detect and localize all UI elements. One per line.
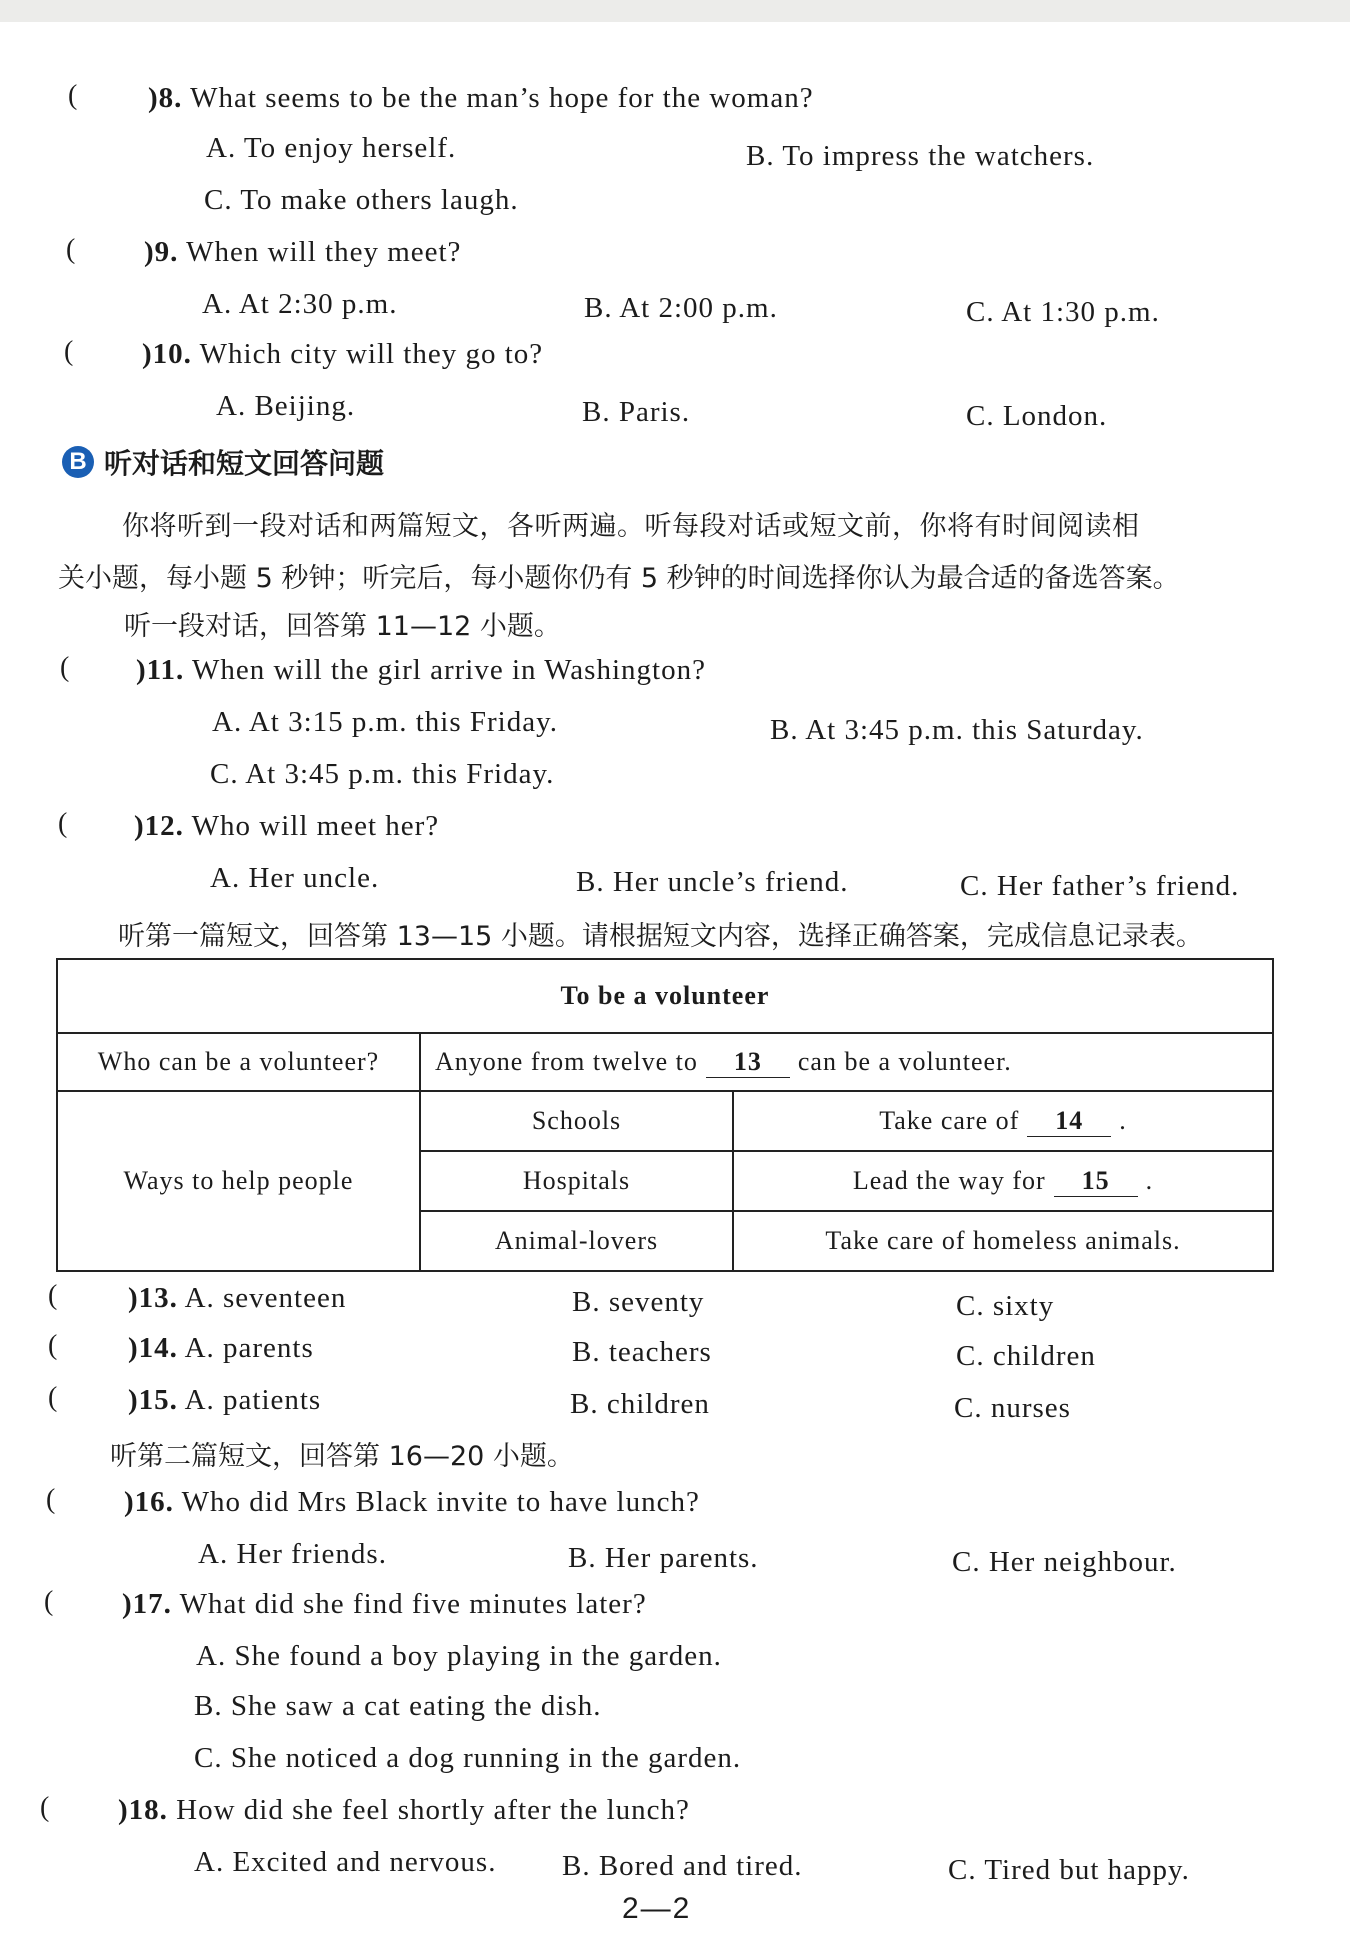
question-number: )16.	[124, 1486, 174, 1518]
answer-paren: (	[48, 1382, 58, 1413]
table-cell	[733, 1151, 1273, 1211]
passage2-intro: 听第二篇短文，回答第 16—20 小题。	[110, 1441, 574, 1472]
question-text: Who will meet her?	[191, 810, 440, 842]
option: B. children	[570, 1388, 710, 1420]
option: A. Beijing.	[216, 390, 356, 422]
answer-paren: (	[60, 652, 70, 683]
question-16	[124, 1486, 700, 1519]
table-title: To be a volunteer	[57, 959, 1273, 1033]
question-17	[122, 1588, 647, 1621]
cell-text: Lead the way for	[852, 1165, 1046, 1195]
option: C. nurses	[954, 1392, 1071, 1424]
section-b-heading	[62, 442, 384, 482]
question-18	[118, 1794, 690, 1827]
question-12	[134, 810, 439, 843]
option: C. To make others laugh.	[204, 184, 519, 216]
instruction-line: 你将听到一段对话和两篇短文，各听两遍。听每段对话或短文前，你将有时间阅读相	[122, 511, 1140, 542]
section-badge: B	[62, 446, 94, 478]
option: A. seventeen	[184, 1282, 347, 1314]
cell-text: .	[1145, 1165, 1154, 1195]
answer-paren: (	[40, 1792, 50, 1823]
question-10	[142, 338, 543, 371]
blank-13: 13	[706, 1047, 790, 1078]
option: C. At 1:30 p.m.	[966, 296, 1160, 328]
option: C. She noticed a dog running in the garden.	[194, 1742, 742, 1774]
question-text: Who did Mrs Black invite to have lunch?	[181, 1486, 700, 1518]
question-text: What seems to be the man’s hope for the woman?	[190, 82, 814, 114]
option: B. Her parents.	[568, 1542, 759, 1574]
option: B. Paris.	[582, 396, 691, 428]
blank-15: 15	[1054, 1166, 1138, 1197]
row-label: Ways to help people	[57, 1091, 420, 1271]
question-number: )11.	[136, 654, 185, 686]
question-11	[136, 654, 706, 687]
option: A. Her friends.	[198, 1538, 387, 1570]
option: A. She found a boy playing in the garden.	[196, 1640, 722, 1672]
option: A. At 3:15 p.m. this Friday.	[212, 706, 558, 738]
dialogue-intro: 听一段对话，回答第 11—12 小题。	[124, 611, 561, 642]
table-cell: Take care of homeless animals.	[733, 1211, 1273, 1271]
option: A. parents	[184, 1332, 314, 1364]
place-cell: Animal-lovers	[420, 1211, 733, 1271]
top-edge	[0, 0, 1350, 22]
answer-paren: (	[64, 336, 74, 367]
answer-paren: (	[58, 808, 68, 839]
question-number: )18.	[118, 1794, 168, 1826]
question-number: )15.	[128, 1384, 178, 1416]
answer-paren: (	[46, 1484, 56, 1515]
question-text: What did she find five minutes later?	[179, 1588, 647, 1620]
option: B. Bored and tired.	[562, 1850, 803, 1882]
question-text: Which city will they go to?	[199, 338, 544, 370]
option: B. To impress the watchers.	[746, 140, 1095, 172]
passage1-intro: 听第一篇短文，回答第 13—15 小题。请根据短文内容，选择正确答案，完成信息记录表。	[118, 921, 1203, 952]
option: C. London.	[966, 400, 1108, 432]
question-number: )9.	[144, 236, 179, 268]
answer-paren: (	[48, 1280, 58, 1311]
question-number: )12.	[134, 810, 184, 842]
question-text: How did she feel shortly after the lunch?	[176, 1794, 690, 1826]
option: B. Her uncle’s friend.	[576, 866, 849, 898]
volunteer-info-table	[56, 958, 1274, 1272]
option: C. children	[956, 1340, 1096, 1372]
question-13	[128, 1282, 346, 1315]
option: C. Her neighbour.	[952, 1546, 1177, 1578]
option: A. patients	[184, 1384, 322, 1416]
section-title: 听对话和短文回答问题	[104, 447, 385, 480]
place-cell: Schools	[420, 1091, 733, 1151]
answer-paren: (	[48, 1330, 58, 1361]
cell-text: Take care of	[879, 1105, 1020, 1135]
question-number: )10.	[142, 338, 192, 370]
instruction-line: 关小题，每小题 5 秒钟；听完后，每小题你仍有 5 秒钟的时间选择你认为最合适的备选答案。	[58, 563, 1180, 594]
cell-text: can be a volunteer.	[797, 1046, 1012, 1076]
option: B. She saw a cat eating the dish.	[194, 1690, 602, 1722]
option: A. At 2:30 p.m.	[202, 288, 398, 320]
question-number: )8.	[148, 82, 183, 114]
table-cell	[733, 1091, 1273, 1151]
cell-text: Anyone from twelve to	[435, 1046, 698, 1076]
answer-paren: (	[66, 234, 76, 265]
question-14	[128, 1332, 314, 1365]
option: B. teachers	[572, 1336, 712, 1368]
option: B. seventy	[572, 1286, 705, 1318]
question-text: When will they meet?	[186, 236, 462, 268]
option: A. To enjoy herself.	[206, 132, 457, 164]
option: C. Tired but happy.	[948, 1854, 1190, 1886]
option: A. Her uncle.	[210, 862, 380, 894]
row-label: Who can be a volunteer?	[57, 1033, 420, 1091]
place-cell: Hospitals	[420, 1151, 733, 1211]
option: C. sixty	[956, 1290, 1055, 1322]
option: B. At 3:45 p.m. this Saturday.	[770, 714, 1144, 746]
question-9	[144, 236, 461, 269]
question-8	[148, 82, 814, 115]
answer-paren: (	[68, 80, 78, 111]
option: C. Her father’s friend.	[960, 870, 1240, 902]
question-text: When will the girl arrive in Washington?	[192, 654, 706, 686]
page-number: 2—2	[622, 1892, 692, 1925]
option: B. At 2:00 p.m.	[584, 292, 778, 324]
table-cell	[420, 1033, 1273, 1091]
question-15	[128, 1384, 321, 1417]
answer-paren: (	[44, 1586, 54, 1617]
blank-14: 14	[1027, 1106, 1111, 1137]
question-number: )13.	[128, 1282, 178, 1314]
cell-text: .	[1119, 1105, 1127, 1135]
question-number: )14.	[128, 1332, 178, 1364]
question-number: )17.	[122, 1588, 172, 1620]
option: A. Excited and nervous.	[194, 1846, 497, 1878]
option: C. At 3:45 p.m. this Friday.	[210, 758, 555, 790]
